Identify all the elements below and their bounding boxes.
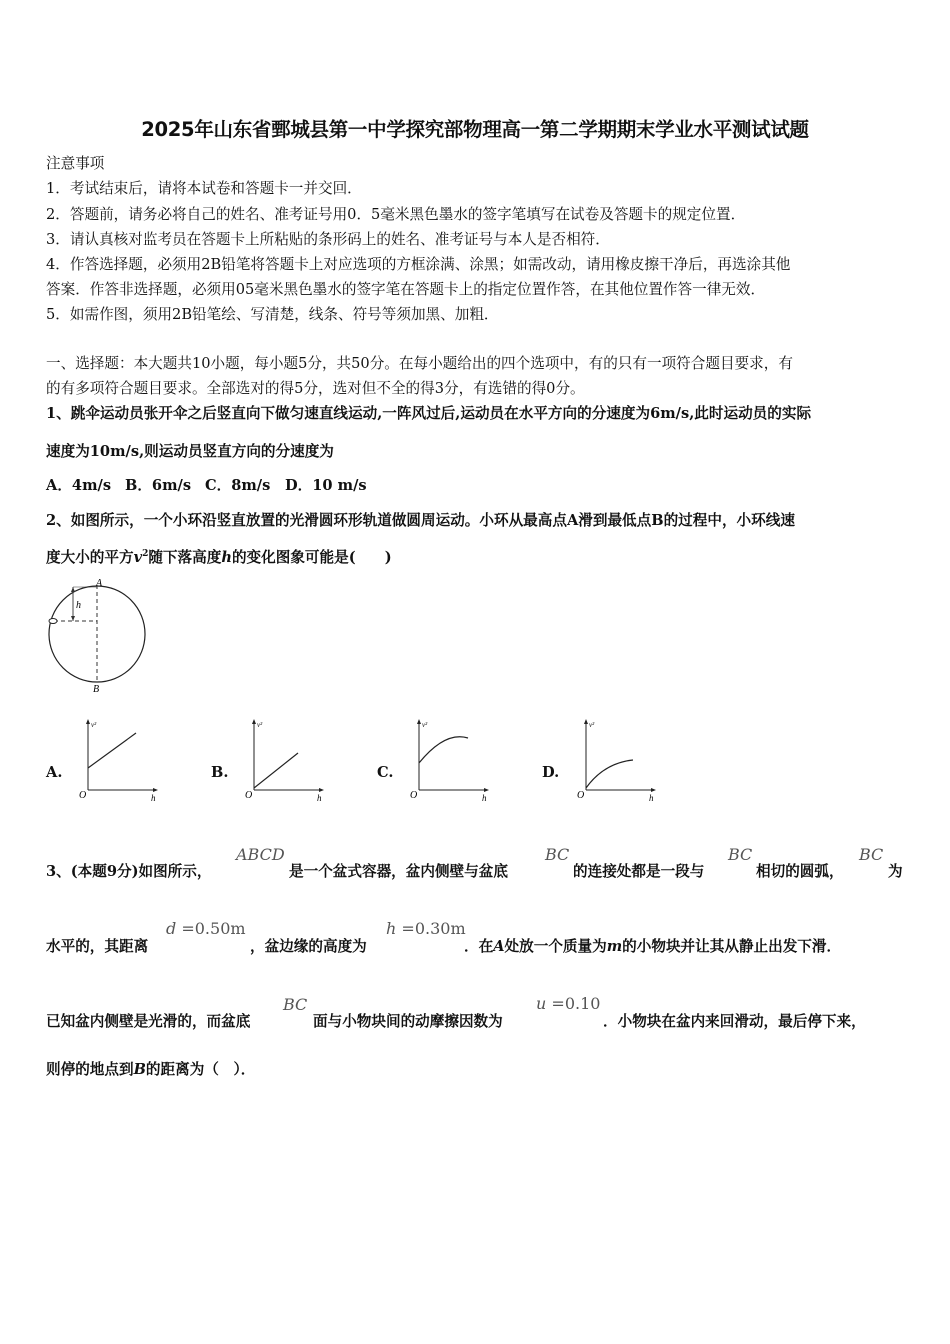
svg-text:O: O — [410, 790, 418, 801]
curve-linear-origin — [254, 753, 298, 788]
q3-text: 3、(本题9分)如图所示， — [46, 863, 212, 880]
math-abcd: ABCD — [236, 845, 285, 864]
svg-text:v²: v² — [91, 721, 97, 729]
q2-graph-c — [407, 716, 497, 804]
q1-option-b: B．6m/s — [125, 477, 192, 494]
svg-text:v²: v² — [257, 721, 263, 729]
math-bc: BC — [859, 845, 884, 864]
q3-text: 的连接处都是一段与 — [573, 863, 705, 880]
notice-line: 2．答题前，请务必将自己的姓名、准考证号用0．5毫米黑色墨水的签字笔填写在试卷及答题卡的规定位置． — [46, 206, 746, 223]
svg-text:h: h — [482, 793, 487, 803]
q3-text: ，盆边缘的高度为 — [250, 938, 367, 955]
svg-text:O: O — [79, 790, 87, 801]
small-ring — [49, 619, 57, 624]
curve-concave-offset — [419, 737, 468, 763]
q3-text: 相切的圆弧， — [756, 863, 844, 880]
q2-graph-a — [76, 716, 166, 804]
curve-linear-offset — [88, 733, 136, 768]
q2-option-b-label: B. — [211, 764, 229, 781]
q2-text: 度大小的平方$v^2$随下落高度h的变化图象可能是( ) — [46, 549, 392, 566]
svg-text:h: h — [649, 793, 654, 803]
q2-option-c-label: C. — [377, 764, 394, 781]
math-d: d =0.50m — [166, 919, 246, 938]
q1-text: 1、跳伞运动员张开伞之后竖直向下做匀速直线运动,一阵风过后,运动员在水平方向的分速度为6m/s,此时运动员的实际 — [46, 405, 812, 422]
notice-line: 4．作答选择题，必须用2B铅笔将答题卡上对应选项的方框涂满、涂黑；如需改动，请用橡皮擦干净后，再选涂其他 — [46, 256, 791, 273]
q1-option-a: A．4m/s — [46, 477, 112, 494]
notice-line: 3．请认真核对监考员在答题卡上所粘贴的条形码上的姓名、准考证号与本人是否相符． — [46, 231, 610, 248]
q3-text: ．小物块在盆内来回滑动，最后停下来， — [603, 1013, 866, 1030]
curve-concave-origin — [586, 760, 633, 788]
page-title: 2025年山东省鄄城县第一中学探究部物理高一第二学期期末学业水平测试试题 — [141, 118, 809, 141]
circle-track-figure — [40, 577, 155, 697]
q2-graph-b — [242, 716, 332, 804]
q3-text: 水平的，其距离 — [46, 938, 149, 955]
q2-graph-d — [574, 716, 664, 804]
q2-option-d-label: D. — [542, 764, 560, 781]
section-intro: 一、选择题：本大题共10小题，每小题5分，共50分。在每小题给出的四个选项中，有的只有一项符合题目要求，有 — [46, 355, 793, 372]
notice-line: 5．如需作图，须用2B铅笔绘、写清楚，线条、符号等须加黑、加粗． — [46, 306, 499, 323]
math-h: h =0.30m — [386, 919, 466, 938]
math-bc: BC — [283, 995, 308, 1014]
svg-text:h: h — [151, 793, 156, 803]
q2-text: 2、如图所示，一个小环沿竖直放置的光滑圆环形轨道做圆周运动。小环从最高点A滑到最低点B的过程中，小环线速 — [46, 512, 795, 529]
svg-text:O: O — [577, 790, 585, 801]
svg-text:h: h — [317, 793, 322, 803]
q1-option-c: C．8m/s — [205, 477, 271, 494]
q1-option-d: D．10 m/s — [285, 477, 367, 494]
svg-text:v²: v² — [589, 721, 595, 729]
section-intro: 的有多项符合题目要求。全部选对的得5分，选对但不全的得3分，有选错的得0分。 — [46, 380, 585, 397]
q3-text: 是一个盆式容器，盆内侧壁与盆底 — [289, 863, 508, 880]
notice-line: 1．考试结束后，请将本试卷和答题卡一并交回． — [46, 180, 362, 197]
svg-text:v²: v² — [422, 721, 428, 729]
svg-text:O: O — [245, 790, 253, 801]
q2-option-a-label: A. — [46, 764, 63, 781]
label-a: A — [96, 578, 103, 589]
math-mu: u =0.10 — [536, 994, 601, 1013]
q3-text: 则停的地点到B的距离为（ ）． — [46, 1061, 256, 1078]
q3-text: ．在A处放一个质量为m的小物块并让其从静止出发下滑． — [464, 938, 842, 955]
notice-line: 答案．作答非选择题，必须用05毫米黑色墨水的签字笔在答题卡上的指定位置作答，在其他位置作答一律无效． — [46, 281, 766, 298]
q3-text: 面与小物块间的动摩擦因数为 — [313, 1013, 503, 1030]
q1-text: 速度为10m/s,则运动员竖直方向的分速度为 — [46, 443, 334, 460]
math-bc: BC — [545, 845, 570, 864]
math-bc: BC — [728, 845, 753, 864]
q3-text: 已知盆内侧壁是光滑的，而盆底 — [46, 1013, 251, 1030]
label-b: B — [93, 684, 100, 695]
q2-v-symbol: v — [133, 549, 143, 566]
label-h: h — [76, 600, 81, 611]
q3-text: 为 — [888, 863, 903, 880]
notice-heading: 注意事项 — [46, 155, 105, 172]
